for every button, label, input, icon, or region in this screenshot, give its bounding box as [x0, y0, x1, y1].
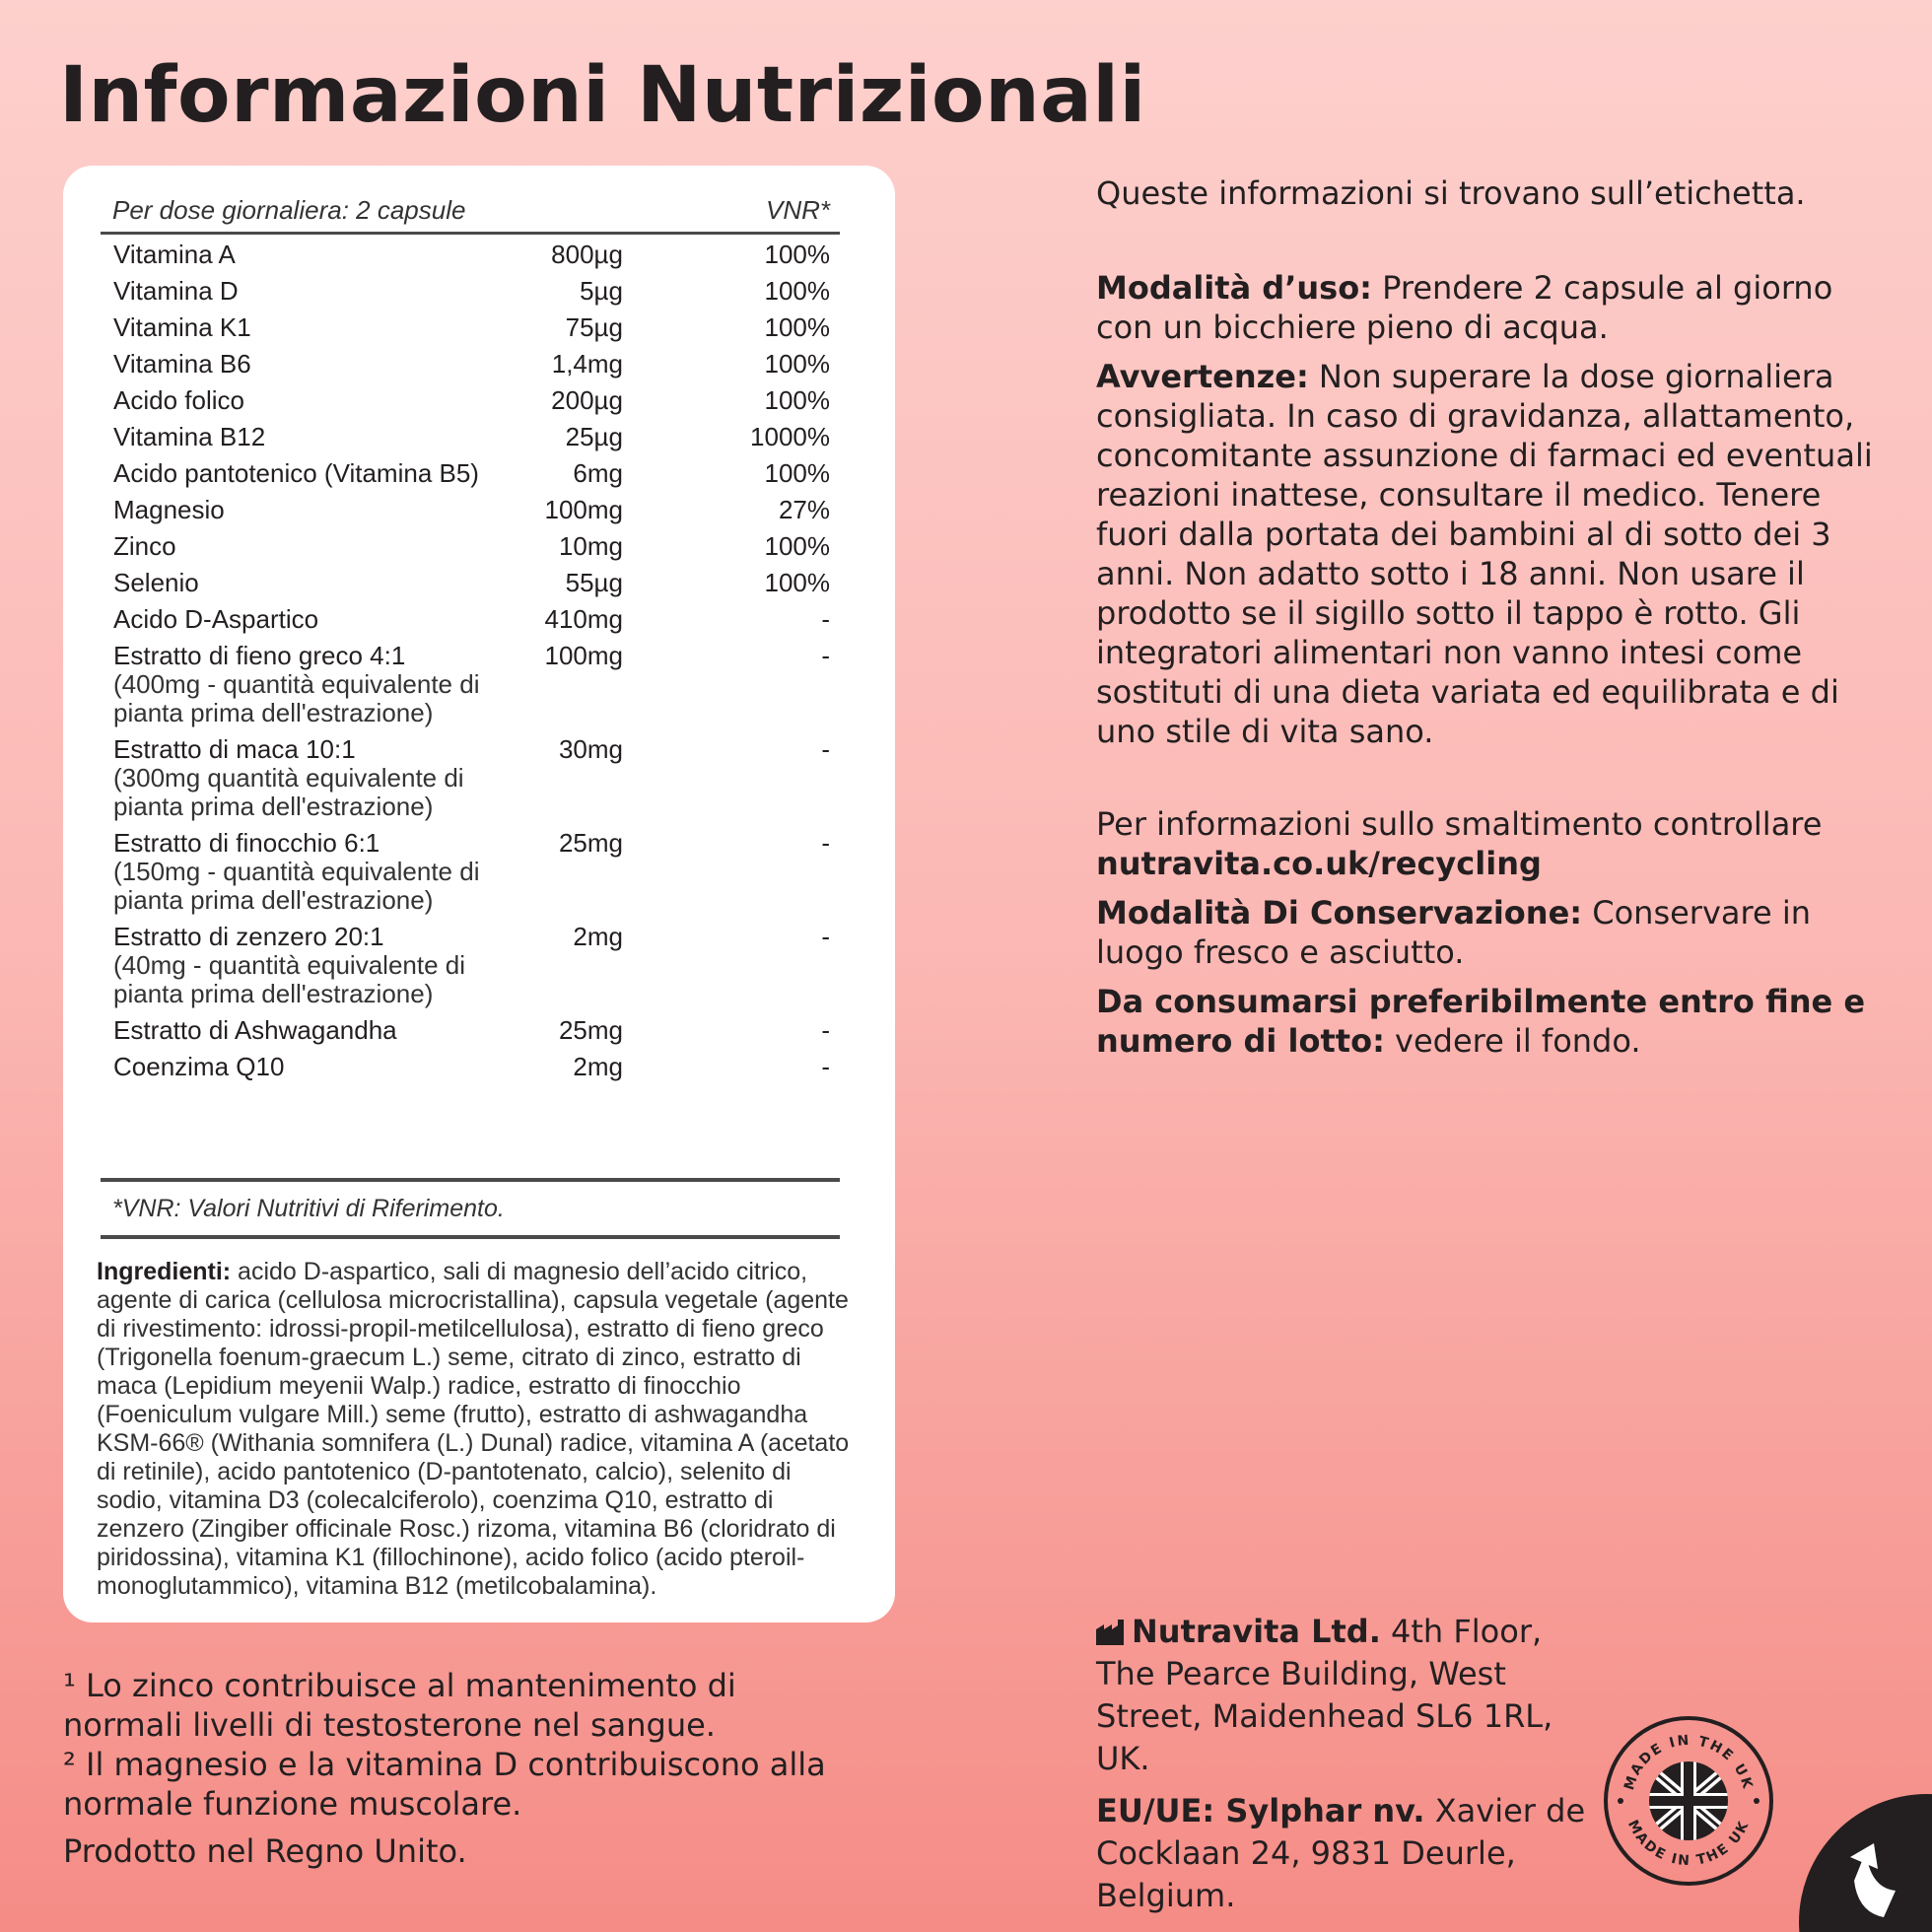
nutrient-vnr: - — [821, 604, 830, 634]
nutrient-label: Vitamina B12 — [113, 422, 266, 451]
warnings-label: Avvertenze: — [1096, 358, 1309, 395]
disposal-text: Per informazioni sullo smaltimento controllare — [1096, 805, 1823, 843]
nutrient-vnr: 100% — [764, 385, 830, 415]
expiry-paragraph — [1096, 982, 1885, 1061]
table-row — [101, 919, 840, 1012]
company-street: 4th Floor, The Pearce Building, West Street, Maidenhead SL6 1RL, UK. — [1096, 1613, 1553, 1777]
nutrient-amount: 100mg — [544, 495, 623, 524]
nutrient-name — [113, 459, 527, 488]
nutrient-name — [113, 423, 527, 451]
nutrient-label: Estratto di Ashwagandha — [113, 1015, 397, 1045]
expiry-label: Da consumarsi preferibilmente entro fine e numero di lotto: — [1096, 983, 1866, 1060]
vnr-label: VNR* — [765, 195, 830, 225]
nutrient-amount: 5µg — [580, 276, 623, 306]
table-row — [101, 346, 840, 382]
dose-label: Per dose giornaliera: 2 capsule — [112, 195, 466, 225]
nutrient-vnr: 27% — [778, 495, 830, 524]
warnings-paragraph — [1096, 357, 1885, 751]
nutrient-vnr: - — [821, 922, 830, 951]
ingredients-text — [97, 1258, 856, 1601]
nutrition-table — [101, 237, 840, 1085]
nutrient-label: Vitamina K1 — [113, 312, 251, 342]
nutrient-label: Coenzima Q10 — [113, 1052, 285, 1081]
nutrient-label: Vitamina A — [113, 240, 236, 269]
nutrient-vnr: 100% — [764, 458, 830, 488]
nutrient-amount: 2mg — [573, 1052, 623, 1081]
nutrient-label: Acido D-Aspartico — [113, 604, 319, 634]
nutrient-name — [113, 532, 527, 561]
table-row — [101, 638, 840, 731]
badge-text-bottom: MADE IN THE UK — [1623, 1817, 1754, 1870]
page-title: Informazioni Nutrizionali — [59, 51, 1146, 140]
table-row — [101, 731, 840, 825]
nutrient-label: Estratto di fieno greco 4:1 — [113, 641, 406, 670]
usage-paragraph — [1096, 268, 1885, 347]
nutrient-note: (400mg - quantità equivalente di pianta prima dell'estrazione) — [113, 669, 480, 727]
nutrient-amount: 25mg — [558, 828, 623, 858]
table-row — [101, 1012, 840, 1049]
table-row — [101, 565, 840, 601]
nutrient-amount: 200µg — [551, 385, 623, 415]
nutrient-name — [113, 1053, 527, 1081]
usage-label: Modalità d’uso: — [1096, 269, 1372, 307]
nutrient-label: Acido folico — [113, 385, 244, 415]
zinc-note: ¹ Lo zinco contribuisce al mantenimento di normali livelli di testosterone nel sangue. — [63, 1667, 736, 1744]
table-row — [101, 382, 840, 419]
table-row — [101, 455, 840, 492]
nutrient-amount: 410mg — [544, 604, 623, 634]
factory-icon — [1096, 1620, 1126, 1645]
nutrient-vnr: - — [821, 1052, 830, 1081]
table-row — [101, 310, 840, 346]
eu-rep: EU/UE: Sylphar nv. — [1096, 1792, 1425, 1829]
nutrient-name — [113, 350, 527, 379]
nutrient-amount: 10mg — [558, 531, 623, 561]
table-row — [101, 825, 840, 919]
disposal-paragraph — [1096, 804, 1885, 883]
storage-text: Conservare in luogo fresco e asciutto. — [1096, 894, 1811, 971]
nutrient-name — [113, 277, 527, 306]
nutrient-amount: 100mg — [544, 641, 623, 670]
nutrient-name — [113, 569, 527, 597]
badge-text-top: MADE IN THE UK — [1621, 1732, 1756, 1793]
nutrient-label: Zinco — [113, 531, 176, 561]
nutrient-vnr: 100% — [764, 312, 830, 342]
nutrient-vnr: - — [821, 641, 830, 670]
storage-paragraph — [1096, 893, 1885, 972]
footnotes — [63, 1666, 852, 1871]
nutrient-label: Estratto di maca 10:1 — [113, 734, 356, 764]
table-row — [101, 237, 840, 273]
table-row — [101, 1049, 840, 1085]
intro-text: Queste informazioni si trovano sull’etichetta. — [1096, 174, 1806, 212]
nutrient-amount: 25mg — [558, 1015, 623, 1045]
table-row — [101, 492, 840, 528]
nutrient-vnr: 100% — [764, 276, 830, 306]
nutrient-name — [113, 1016, 527, 1045]
table-row — [101, 273, 840, 310]
nutrient-vnr: - — [821, 828, 830, 858]
nutrient-label: Vitamina B6 — [113, 349, 251, 379]
magnesium-note: ² Il magnesio e la vitamina D contribuiscono alla normale funzione muscolare. — [63, 1746, 826, 1823]
nutrient-note: (150mg - quantità equivalente di pianta prima dell'estrazione) — [113, 857, 480, 915]
nutrient-amount: 25µg — [565, 422, 623, 451]
ingredients-label: Ingredienti: — [97, 1258, 232, 1285]
nutrient-amount: 800µg — [551, 240, 623, 269]
nutrient-name — [113, 496, 527, 524]
nutrient-vnr: 1000% — [750, 422, 830, 451]
nutrient-amount: 2mg — [573, 922, 623, 951]
nutrient-vnr: 100% — [764, 349, 830, 379]
nutrient-amount: 6mg — [573, 458, 623, 488]
made-in-text: Prodotto nel Regno Unito. — [63, 1832, 467, 1870]
nutrient-vnr: - — [821, 1015, 830, 1045]
nutrition-card — [63, 166, 895, 1622]
nutrient-vnr: - — [821, 734, 830, 764]
nutrient-label: Estratto di zenzero 20:1 — [113, 922, 384, 951]
nutrient-note: (300mg quantità equivalente di pianta prima dell'estrazione) — [113, 763, 464, 821]
nutrient-name — [113, 386, 527, 415]
label-info — [1096, 173, 1885, 1061]
vnr-footnote — [101, 1178, 840, 1239]
nutrient-vnr: 100% — [764, 240, 830, 269]
brand-corner — [1789, 1774, 1932, 1932]
nutrition-table-header — [101, 187, 840, 235]
nutrient-amount: 75µg — [565, 312, 623, 342]
uk-address — [1096, 1611, 1609, 1780]
storage-label: Modalità Di Conservazione: — [1096, 894, 1583, 932]
nutrient-vnr: 100% — [764, 568, 830, 597]
nutrient-vnr: 100% — [764, 531, 830, 561]
nutrient-label: Acido pantotenico (Vitamina B5) — [113, 458, 479, 488]
nutrient-name — [113, 605, 527, 634]
nutrient-amount: 1,4mg — [551, 349, 623, 379]
company-name: Nutravita Ltd. — [1132, 1613, 1381, 1650]
company-address — [1096, 1611, 1609, 1917]
nutrient-name — [113, 923, 527, 1008]
nutrient-label: Vitamina D — [113, 276, 239, 306]
nutrient-label: Estratto di finocchio 6:1 — [113, 828, 380, 858]
nutrient-name — [113, 313, 527, 342]
nutrient-amount: 55µg — [565, 568, 623, 597]
nutrient-note: (40mg - quantità equivalente di pianta prima dell'estrazione) — [113, 950, 466, 1008]
table-row — [101, 528, 840, 565]
eu-street: Xavier de Cocklaan 24, 9831 Deurle, Belgium. — [1096, 1792, 1586, 1914]
nutrient-label: Magnesio — [113, 495, 225, 524]
nutrient-name — [113, 829, 527, 915]
union-jack-icon — [1642, 1761, 1735, 1840]
nutrient-name — [113, 642, 527, 727]
nutrient-amount: 30mg — [558, 734, 623, 764]
nutrient-label: Selenio — [113, 568, 199, 597]
expiry-text: vedere il fondo. — [1384, 1022, 1641, 1060]
nutrient-name — [113, 241, 527, 269]
made-in-uk-badge — [1603, 1715, 1774, 1887]
usage-text: Prendere 2 capsule al giorno con un bicchiere pieno di acqua. — [1096, 269, 1833, 346]
nutrient-name — [113, 735, 527, 821]
table-row — [101, 419, 840, 455]
recycling-link[interactable]: nutravita.co.uk/recycling — [1096, 845, 1542, 882]
ingredients-list: acido D-aspartico, sali di magnesio dell’acido citrico, agente di carica (cellulosa microcristallina), capsula vegetale (agente di rivestimento: idrossi-propil-metilcellulosa), estratto di fieno greco (Trigonella foenum-graecum L.) seme, citrato di zinco, estratto di maca (Lepidium meyenii Walp.) radice, estratto di finocchio (Foeniculum vulgare Mill.) seme (frutto), estratto di ashwagandha KSM-66® (Withania somnifera (L.) Dunal) radice, vitamina A (acetato di retinile), acido pantotenico (D-pantotenato, calcio), selenito di sodio, vitamina D3 (colecalciferolo), coenzima Q10, estratto di zenzero (Zingiber officinale Rosc.) rizoma, vitamina B6 (cloridrato di piridossina), vitamina K1 (fillochinone), acido folico (acido pteroil-monoglutammico), vitamina B12 (metilcobalamina). — [97, 1258, 850, 1600]
vnr-footnote-text: *VNR: Valori Nutritivi di Riferimento. — [112, 1195, 505, 1222]
warnings-text: Non superare la dose giornaliera consigliata. In caso di gravidanza, allattamento, concomitante assunzione di farmaci ed eventuali reazioni inattese, consultare il medico. Tenere fuori dalla portata dei bambini al di sotto dei 3 anni. Non adatto sotto i 18 anni. Non usare il prodotto se il sigillo sotto il tappo è rotto. Gli integratori alimentari non vanno intesi come sostituti di una dieta variata ed equilibrata e di uno stile di vita sano. — [1096, 358, 1873, 750]
table-row — [101, 601, 840, 638]
eu-address — [1096, 1790, 1609, 1917]
